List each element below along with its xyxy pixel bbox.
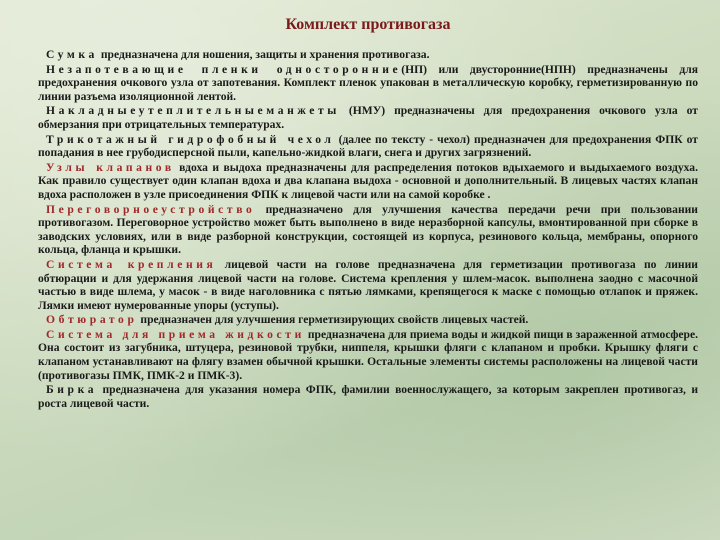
paragraph [38, 313, 698, 327]
paragraph-term: Бирка [46, 383, 98, 397]
page-title: Комплект противогаза [285, 16, 451, 33]
paragraph-term: Узлы клапанов [46, 160, 175, 174]
paragraph-term: Система крепления [46, 257, 217, 271]
paragraph-text: (далее по тексту - чехол) предназначен для предохранения ФПК от попадания в нее грубодисперсной пыли, капельно-жидкой влаги, снега и других загрязнений. [38, 132, 698, 160]
paragraph [38, 104, 698, 131]
paragraph-text: лицевой части на голове предназначена для герметизации противогаза по линии обтюрации и для удержания лицевой части на голове. Система крепления у шлем-масок. выполнена заодно с масочной частью в виде шлема, у масок - в виде наголовника с пятью лямками, крепящегося к маске с помощью отлапок и пряжек. Лямки имеют нумерованные упоры (уступы). [38, 257, 698, 312]
paragraph-text: (НП) или двусторонние(НПН) предназначены для предохранения очкового узла от запотевания. Комплект пленок упакован в металлическую коробку, герметизированную по линии разъема изоляционной лентой. [38, 62, 698, 103]
document-body [38, 48, 698, 410]
paragraph-text: (НМУ) предназначены для предохранения очкового узла от обмерзания при отрицательных температурах. [38, 104, 698, 131]
paragraph-text: предназначена для приема воды и жидкой пищи в зараженной атмосфере. Она состоит из загубника, штуцера, резиновой трубки, ниппеля, крышки фляги с клапаном и пробки. Крышку фляги с клапаном устанавливают на флягу взамен обычной крышки. Остальные элементы системы расположены на лицевой части (противогазы ПМК, ПМК-2 и ПМК-3). [38, 327, 698, 382]
paragraph-term: Незапотевающие пленки односторонние [46, 62, 402, 76]
paragraph-text: предназначено для улучшения качества передачи речи при пользовании противогазом. Переговорное устройство может быть выполнено в виде неразборной капсулы, вмонтированной при сборке в заводских условиях, или в виде разборной конструкции, состоящей из корпуса, резинового кольца, мембраны, опорного кольца, фланца и крышки. [38, 202, 698, 257]
paragraph [38, 203, 698, 257]
paragraph [38, 161, 698, 202]
paragraph-text: предназначена для ношения, защиты и хранения противогаза. [97, 48, 430, 61]
paragraph-term: Переговорноеустройство [46, 202, 256, 216]
paragraph-text: предназначен для улучшения герметизирующих свойств лицевых частей. [137, 313, 529, 327]
paragraph [38, 63, 698, 104]
paragraph-text: предназначена для указания номера ФПК, фамилии военнослужащего, за которым закреплен противогаз, и роста лицевой части. [38, 383, 698, 410]
paragraph-term: Трикотажный гидрофобный чехол [46, 132, 335, 146]
paragraph-text: вдоха и выдоха предназначены для распределения потоков вдыхаемого и выдыхаемого воздуха. Как правило существует один клапан вдоха и два клапана выдоха - основной и дополнительный. В лицевых частях клапан вдоха расположен в узле присоединения ФПК к лицевой части или на самой коробке . [38, 160, 698, 201]
paragraph [38, 48, 698, 62]
paragraph-term: Система для приема жидкости [46, 327, 305, 341]
paragraph [38, 133, 698, 160]
paragraph-term: Накладныеутеплительныеманжеты [46, 104, 340, 118]
paragraph [38, 258, 698, 312]
paragraph-term: Сумка [46, 48, 98, 61]
paragraph-term: Обтюратор [46, 313, 138, 327]
paragraph [38, 328, 698, 382]
paragraph [38, 383, 698, 410]
